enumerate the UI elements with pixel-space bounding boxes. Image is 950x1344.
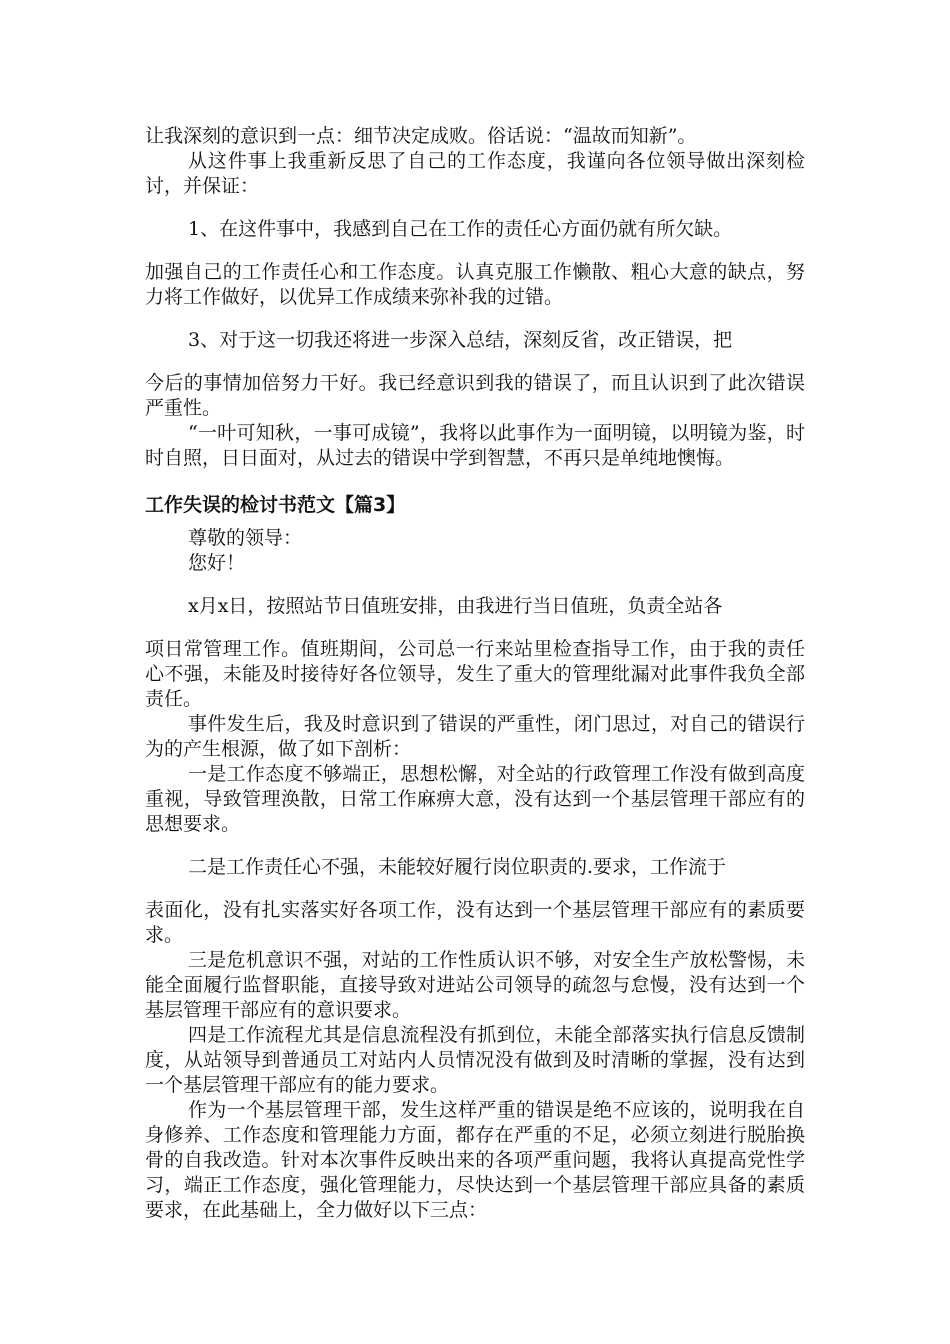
greeting: 您好！ [188,552,246,574]
paragraph: 加强自己的工作责任心和工作态度。认真克服工作懒散、粗心大意的缺点，努力将工作做好，以优异工作成绩来弥补我的过错。 [145,261,805,308]
paragraph: 3、对于这一切我还将进一步深入总结，深刻反省，改正错误，把 [188,329,733,351]
paragraph: 一是工作态度不够端正，思想松懈，对全站的行政管理工作没有做到高度重视，导致管理涣散，日常工作麻痹大意，没有达到一个基层管理干部应有的思想要求。 [145,763,805,835]
paragraph: 让我深刻的意识到一点：细节决定成败。俗话说：“温故而知新”。 [145,125,697,147]
paragraph: 项日常管理工作。值班期间，公司总一行来站里检查指导工作，由于我的责任心不强，未能及时接待好各位领导，发生了重大的管理纰漏对此事件我负全部责任。 [145,638,805,710]
paragraph: “一叶可知秋，一事可成镜”，我将以此事作为一面明镜，以明镜为鉴，时时自照，日日面对，从过去的错误中学到智慧，不再只是单纯地懊悔。 [145,422,805,469]
paragraph: 四是工作流程尤其是信息流程没有抓到位，未能全部落实执行信息反馈制度，从站领导到普通员工对站内人员情况没有做到及时清晰的掌握，没有达到一个基层管理干部应有的能力要求。 [145,1024,805,1096]
paragraph: 三是危机意识不强，对站的工作性质认识不够，对安全生产放松警惕，未能全面履行监督职能，直接导致对进站公司领导的疏忽与怠慢，没有达到一个基层管理干部应有的意识要求。 [145,949,805,1021]
paragraph: 二是工作责任心不强，未能较好履行岗位职责的.要求，工作流于 [188,856,727,878]
paragraph: 今后的事情加倍努力干好。我已经意识到我的错误了，而且认识到了此次错误严重性。 [145,372,805,419]
paragraph: 事件发生后，我及时意识到了错误的严重性，闭门思过，对自己的错误行为的产生根源，做了如下剖析： [145,713,805,760]
document-page [145,124,805,1223]
paragraph: 作为一个基层管理干部，发生这样严重的错误是绝不应该的，说明我在自身修养、工作态度和管理能力方面，都存在严重的不足，必须立刻进行脱胎换骨的自我改造。针对本次事件反映出来的各项严重问题，我将认真提高党性学习，端正工作态度，强化管理能力，尽快达到一个基层管理干部应具备的素质要求，在此基础上，全力做好以下三点： [145,1099,805,1221]
section-heading: 工作失误的检讨书范文【篇3】 [145,494,406,516]
salutation: 尊敬的领导： [188,527,303,549]
paragraph: x月x日，按照站节日值班安排，由我进行当日值班，负责全站各 [188,595,723,617]
paragraph: 表面化，没有扎实落实好各项工作，没有达到一个基层管理干部应有的素质要求。 [145,899,805,946]
paragraph: 从这件事上我重新反思了自己的工作态度，我谨向各位领导做出深刻检讨，并保证： [145,150,805,197]
paragraph: 1、在这件事中，我感到自己在工作的责任心方面仍就有所欠缺。 [188,218,733,240]
